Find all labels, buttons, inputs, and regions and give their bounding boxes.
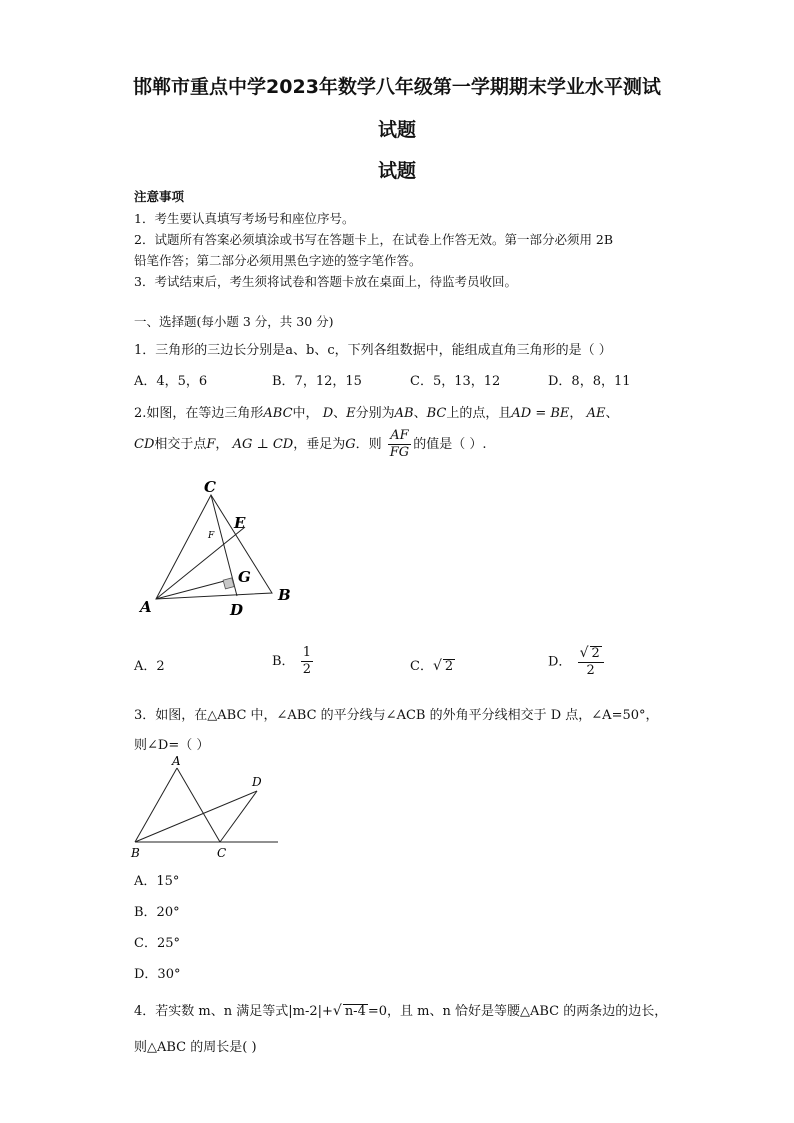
- sqrt-symbol: √: [579, 645, 589, 661]
- q3-triangle-figure: [128, 753, 283, 863]
- q3-stem-line1: 3．如图，在△ABC 中，∠ABC 的平分线与∠ACB 的外角平分线相交于 D 点，∠A=50°，: [134, 708, 659, 723]
- q3-stem-line2: 则∠D=（ ）: [134, 738, 210, 753]
- segment-ae: [156, 527, 245, 599]
- q1-option-b: B．7，12，15: [272, 374, 362, 389]
- exam-title-line3: 试题: [377, 160, 416, 182]
- q3-option-c: C．25°: [134, 936, 180, 951]
- notes-item-2b: 铅笔作答；第二部分必须用黑色字迹的签字笔作答。: [134, 253, 422, 268]
- section-heading: 一、选择题(每小题 3 分，共 30 分): [134, 314, 334, 329]
- label-d: D: [230, 601, 244, 619]
- q2-stem-line2: CD相交于点F， AG ⊥ CD，垂足为G．则 $\frac{AF}{FG}$ 的值是（ ）.: [134, 428, 487, 460]
- q2-option-a: A．2: [134, 659, 165, 674]
- q2-option-b: B． $\frac{1}{2}$: [272, 645, 311, 677]
- q1-option-d: D．8，8，11: [548, 374, 631, 389]
- exam-title-line1: 邯郸市重点中学2023年数学八年级第一学期期末学业水平测试: [133, 76, 661, 98]
- q3-option-b: B．20°: [134, 905, 180, 920]
- label-d: D: [252, 775, 262, 789]
- q3-option-a: A．15°: [134, 874, 180, 889]
- q2-fraction: $\frac{AF}{FG}$: [389, 428, 410, 460]
- label-b: B: [131, 846, 140, 860]
- label-f: F: [208, 531, 215, 541]
- label-a: A: [172, 754, 181, 768]
- q2-stem-line1: 2.如图，在等边三角形ABC中， D、E分别为AB、BC上的点，且AD = BE， AE、: [134, 406, 619, 421]
- q1-option-c: C．5，13，12: [410, 374, 501, 389]
- notes-heading: 注意事项: [134, 189, 185, 204]
- q2-triangle-figure: [130, 475, 310, 625]
- sqrt-symbol: √: [432, 658, 442, 674]
- notes-item-2a: 2．试题所有答案必须填涂或书写在答题卡上，在试卷上作答无效。第一部分必须用 2B: [134, 232, 614, 247]
- notes-item-1: 1．考生要认真填写考场号和座位序号。: [134, 211, 355, 226]
- label-b: B: [278, 586, 291, 604]
- q4-stem-line2: 则△ABC 的周长是( ): [134, 1040, 257, 1055]
- label-a: A: [140, 598, 152, 616]
- exam-title-line2: 试题: [377, 119, 416, 141]
- sqrt-symbol: √: [332, 1003, 342, 1019]
- q2-option-c: C．√ 2: [410, 658, 454, 674]
- q1-stem: 1．三角形的三边长分别是a、b、c，下列各组数据中，能组成直角三角形的是（ ）: [134, 343, 612, 358]
- notes-item-3: 3．考试结束后，考生须将试卷和答题卡放在桌面上，待监考员收回。: [134, 274, 517, 289]
- q4-stem-line1: 4．若实数 m、n 满足等式|m-2|+√ n-4 =0，且 m、n 恰好是等腰△ABC 的两条边的边长，: [134, 1003, 668, 1019]
- q2-option-d: D． $\frac{√ 2}{2}$: [548, 645, 606, 679]
- label-c: C: [217, 846, 227, 860]
- right-angle-marker: [223, 578, 234, 589]
- label-g: G: [238, 568, 251, 586]
- label-c: C: [204, 478, 216, 496]
- segment-ab: [135, 768, 177, 842]
- q1-option-a: A．4，5，6: [134, 374, 208, 389]
- label-e: E: [234, 514, 246, 532]
- q3-option-d: D．30°: [134, 967, 181, 982]
- segment-ac: [177, 768, 220, 842]
